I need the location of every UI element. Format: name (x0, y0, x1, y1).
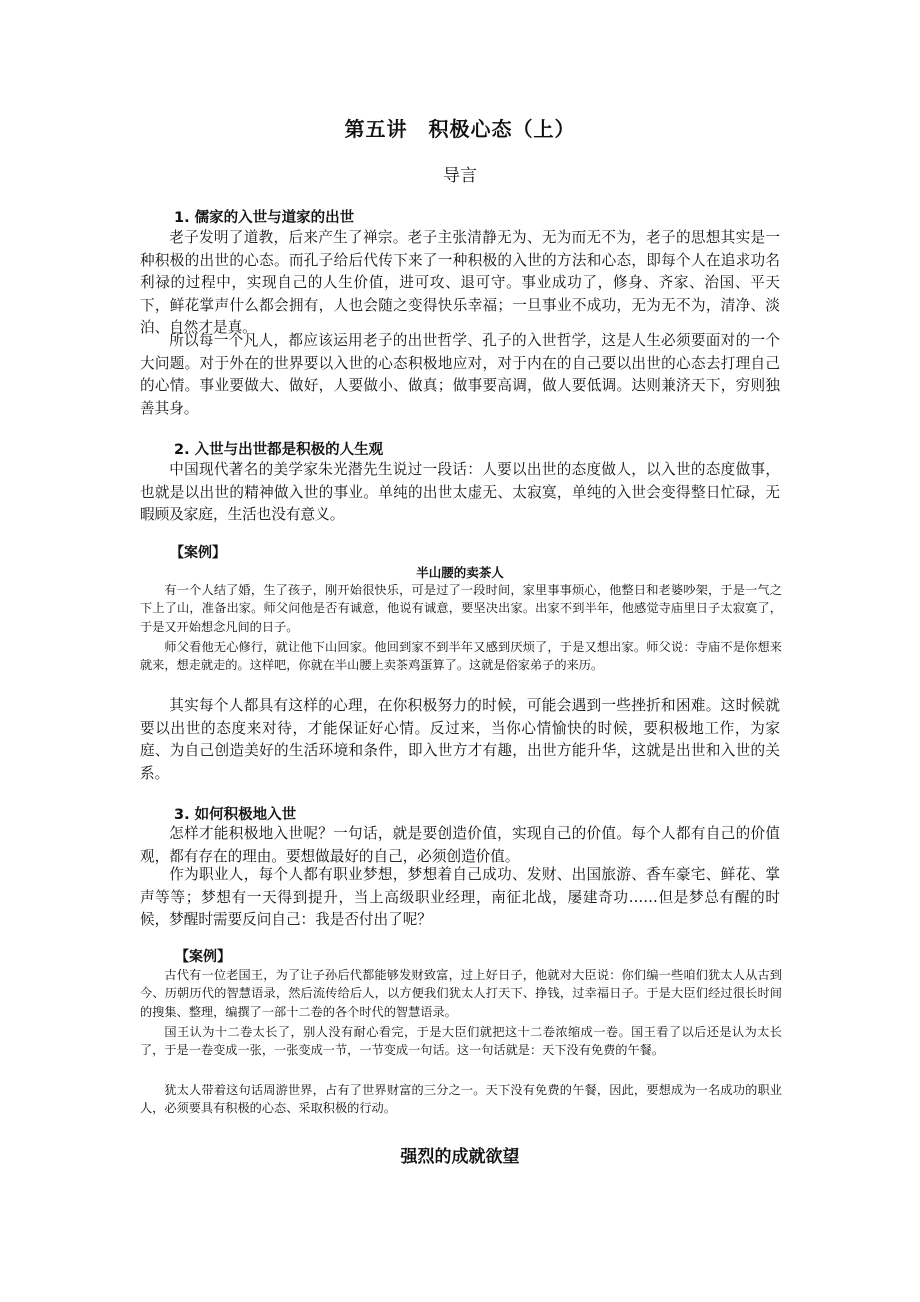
after-case-1-paragraph: 其实每个人都具有这样的心理，在你积极努力的时候，可能会遇到一些挫折和困难。这时候就要以出世的态度来对待，才能保证好心情。反过来，当你心情愉快的时候，要积极地工作，为家庭、为自己创造美好的生活环境和条件，即入世方才有趣，出世方能升华，这就是出世和入世的关系。 (140, 697, 780, 782)
section-1-paragraph-1: 老子发明了道教，后来产生了禅宗。老子主张清静无为、无为而无不为，老子的思想其实是一种积极的出世的心态。而孔子给后代传下来了一种积极的入世的方法和心态，即每个人在追求功名利禄的过程中，实现自己的人生价值，进可攻、退可守。事业成功了，修身、齐家、治国、平天下，鲜花掌声什么都会拥有，人也会随之变得快乐幸福；一旦事业不成功，无为无不为，清净、淡泊、自然才是真。 (140, 229, 780, 336)
intro-heading: 导言 (443, 166, 477, 186)
section-3-paragraph-1: 怎样才能积极地入世呢？一句话，就是要创造价值，实现自己的价值。每个人都有自己的价值观，都有存在的理由。要想做最好的自己，必须创造价值。 (140, 825, 780, 865)
case-2-paragraph-2: 国王认为十二卷太长了，别人没有耐心看完，于是大臣们就把这十二卷浓缩成一卷。国王看了以后还是认为太长了，于是一卷变成一张，一张变成一节，一节变成一句话。这一句话就是：天下没有免费的午餐。 (140, 1025, 782, 1058)
case-label-1: 【案例】 (170, 545, 226, 561)
case-2-paragraph-3: 犹太人带着这句话周游世界，占有了世界财富的三分之一。天下没有免费的午餐，因此，要想成为一名成功的职业人，必须要具有积极的心态、采取积极的行动。 (140, 1083, 782, 1116)
case-label-2: 【案例】 (175, 949, 231, 965)
section-3-heading: 3. 如何积极地入世 (174, 807, 297, 823)
section-2-heading: 2. 入世与出世都是积极的人生观 (174, 442, 384, 458)
section-3-paragraph-2: 作为职业人，每个人都有职业梦想，梦想着自己成功、发财、出国旅游、香车豪宅、鲜花、掌声等等；梦想有一天得到提升，当上高级职业经理，南征北战，屡建奇功……但是梦总有醒的时候，梦醒时需要反问自己：我是否付出了呢？ (140, 866, 780, 928)
case-1-paragraph-2: 师父看他无心修行，就让他下山回家。他回到家不到半年又感到厌烦了，于是又想出家。师父说：寺庙不是你想来就来，想走就走的。这样吧，你就在半山腰上卖茶鸡蛋算了。这就是俗家弟子的来历。 (140, 640, 782, 673)
next-section-title: 强烈的成就欲望 (400, 1147, 520, 1167)
section-2-paragraph-1: 中国现代著名的美学家朱光潜先生说过一段话：人要以出世的态度做人，以入世的态度做事，也就是以出世的精神做入世的事业。单纯的出世太虚无、太寂寞，单纯的入世会变得整日忙碌，无暇顾及家庭，生活也没有意义。 (140, 461, 780, 523)
case-2-paragraph-1: 古代有一位老国王，为了让子孙后代都能够发财致富，过上好日子，他就对大臣说：你们编一些咱们犹太人从古到今、历朝历代的智慧语录，然后流传给后人，以方便我们犹太人打天下、挣钱，过幸福日子。于是大臣们经过很长时间的搜集、整理，编撰了一部十二卷的各个时代的智慧语录。 (140, 968, 782, 1019)
case-1-title: 半山腰的卖茶人 (416, 565, 504, 580)
case-1-paragraph-1: 有一个人结了婚，生了孩子，刚开始很快乐，可是过了一段时间，家里事事烦心，他整日和老婆吵架，于是一气之下上了山，准备出家。师父问他是否有诚意，他说有诚意，要坚决出家。出家不到半年，他感觉寺庙里日子太寂寞了，于是又开始想念凡间的日子。 (140, 583, 782, 634)
section-1-heading: 1. 儒家的入世与道家的出世 (174, 210, 355, 226)
section-1-paragraph-2: 所以每一个凡人，都应该运用老子的出世哲学、孔子的入世哲学，这是人生必须要面对的一个大问题。对于外在的世界要以入世的心态积极地应对，对于内在的自己要以出世的心态去打理自己的心情。事业要做大、做好，人要做小、做真；做事要高调，做人要低调。达则兼济天下，穷则独善其身。 (140, 332, 780, 417)
lecture-title: 第五讲 积极心态（上） (344, 117, 576, 141)
